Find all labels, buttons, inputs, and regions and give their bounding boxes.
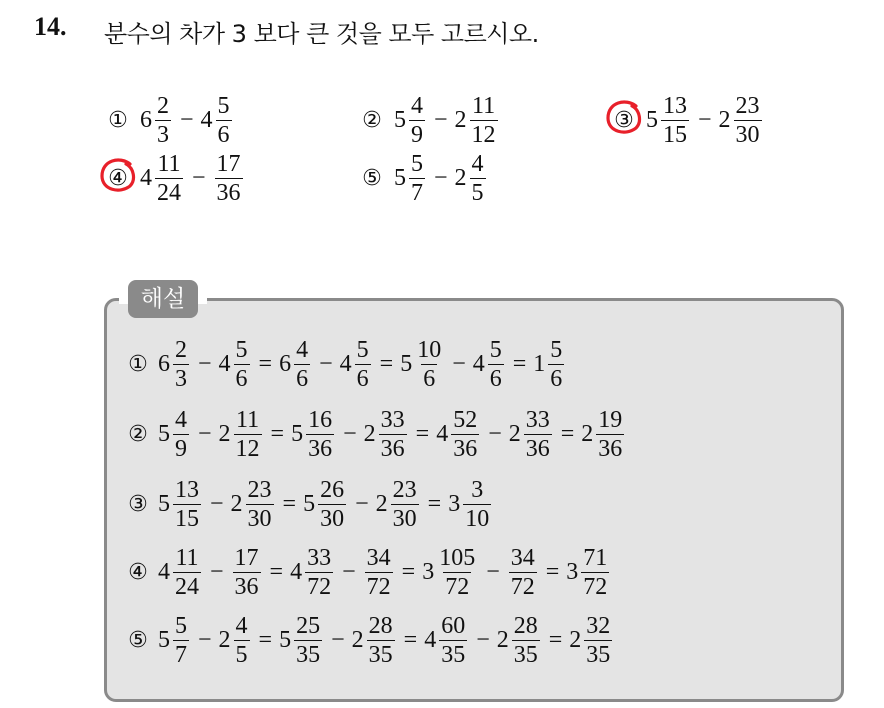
mixed-fraction: 4 $\frac{33}{72}$ xyxy=(290,545,332,600)
solution-line-3 xyxy=(124,476,493,533)
mixed-fraction: 5 $\frac{26}{30}$ xyxy=(303,477,345,532)
mixed-fraction: 2 $\frac{19}{36}$ xyxy=(581,407,623,462)
equals-operator: = xyxy=(258,627,273,653)
mixed-fraction: 2 $\frac{11}{12}$ xyxy=(454,93,496,148)
mixed-fraction: 2 $\frac{11}{12}$ xyxy=(218,407,260,462)
choice-marker: ② xyxy=(362,108,382,133)
mixed-fraction: 5 $\frac{5}{7}$ xyxy=(394,151,423,206)
choice-2[interactable] xyxy=(358,92,500,149)
equals-operator: = xyxy=(427,491,442,517)
minus-operator: − xyxy=(198,627,212,653)
mixed-fraction: 4 $\frac{5}{6}$ xyxy=(472,337,502,392)
solution-marker: ③ xyxy=(128,492,148,517)
mixed-fraction: 2 $\frac{23}{30}$ xyxy=(230,477,272,532)
solution-marker: ④ xyxy=(128,560,148,585)
fraction: $\frac{17}{36}$ xyxy=(234,545,259,600)
solution-marker: ⑤ xyxy=(128,628,148,653)
minus-operator: − xyxy=(698,107,712,133)
mixed-fraction: 2 $\frac{33}{36}$ xyxy=(508,407,550,462)
minus-operator: − xyxy=(198,351,212,377)
minus-operator: − xyxy=(192,165,206,191)
equals-operator: = xyxy=(545,559,560,585)
equals-operator: = xyxy=(548,627,563,653)
equals-operator: = xyxy=(269,559,284,585)
minus-operator: − xyxy=(342,559,356,585)
equals-operator: = xyxy=(270,421,285,447)
mixed-fraction: 3 $\frac{71}{72}$ xyxy=(566,545,608,600)
mixed-fraction: 2 $\frac{28}{35}$ xyxy=(351,613,393,668)
mixed-fraction: 2 $\frac{33}{36}$ xyxy=(363,407,405,462)
minus-operator: − xyxy=(355,491,369,517)
mixed-fraction: 4 $\frac{5}{6}$ xyxy=(200,93,230,148)
fraction: $\frac{17}{36}$ xyxy=(216,151,241,206)
minus-operator: − xyxy=(434,107,448,133)
choice-marker: ⑤ xyxy=(362,166,382,191)
mixed-fraction: 6 $\frac{2}{3}$ xyxy=(140,93,169,148)
mixed-fraction: 4 $\frac{11}{24}$ xyxy=(158,545,199,600)
minus-operator: − xyxy=(180,107,194,133)
equals-operator: = xyxy=(401,559,416,585)
answer-circle-4 xyxy=(98,156,138,196)
equals-operator: = xyxy=(512,351,527,377)
fraction: $\frac{34}{72}$ xyxy=(366,545,391,600)
mixed-fraction: 5 $\frac{13}{15}$ xyxy=(158,477,199,532)
mixed-fraction: 5 $\frac{4}{9}$ xyxy=(158,407,187,462)
mixed-fraction: 2 $\frac{23}{30}$ xyxy=(718,93,760,148)
mixed-fraction: 5 $\frac{4}{9}$ xyxy=(394,93,423,148)
mixed-fraction: 2 $\frac{4}{5}$ xyxy=(218,613,248,668)
choice-marker: ④ xyxy=(108,166,128,191)
mixed-fraction: 3 $\frac{105}{72}$ xyxy=(422,545,476,600)
mixed-fraction: 6 $\frac{4}{6}$ xyxy=(279,337,309,392)
mixed-fraction: 5 $\frac{10}{6}$ xyxy=(400,337,442,392)
mixed-fraction: 2 $\frac{4}{5}$ xyxy=(454,151,484,206)
mixed-fraction: 6 $\frac{2}{3}$ xyxy=(158,337,187,392)
minus-operator: − xyxy=(476,627,490,653)
mixed-fraction: 5 $\frac{13}{15}$ xyxy=(646,93,687,148)
equals-operator: = xyxy=(258,351,273,377)
solution-line-2 xyxy=(124,406,626,463)
mixed-fraction: 1 $\frac{5}{6}$ xyxy=(533,337,563,392)
minus-operator: − xyxy=(452,351,466,377)
mixed-fraction: 4 $\frac{60}{35}$ xyxy=(424,613,466,668)
solution-line-4 xyxy=(124,544,611,601)
minus-operator: − xyxy=(343,421,357,447)
mixed-fraction: 4 $\frac{5}{6}$ xyxy=(339,337,369,392)
mixed-fraction: 3 $\frac{3}{10}$ xyxy=(448,477,490,532)
mixed-fraction: 4 $\frac{52}{36}$ xyxy=(436,407,478,462)
mixed-fraction: 4 $\frac{5}{6}$ xyxy=(218,337,248,392)
equals-operator: = xyxy=(415,421,430,447)
mixed-fraction: 2 $\frac{28}{35}$ xyxy=(496,613,538,668)
solution-marker: ① xyxy=(128,352,148,377)
minus-operator: − xyxy=(486,559,500,585)
mixed-fraction: 2 $\frac{23}{30}$ xyxy=(375,477,417,532)
minus-operator: − xyxy=(488,421,502,447)
solution-line-5 xyxy=(124,612,614,669)
choice-marker: ① xyxy=(108,108,128,133)
minus-operator: − xyxy=(434,165,448,191)
fraction: $\frac{34}{72}$ xyxy=(510,545,535,600)
mixed-fraction: 5 $\frac{5}{7}$ xyxy=(158,613,187,668)
question-text: 분수의 차가 3 보다 큰 것을 모두 고르시오. xyxy=(104,20,539,48)
mixed-fraction: 5 $\frac{25}{35}$ xyxy=(279,613,321,668)
minus-operator: − xyxy=(319,351,333,377)
question-number: 14. xyxy=(34,12,67,41)
mixed-fraction: 4 $\frac{11}{24}$ xyxy=(140,151,181,206)
mixed-fraction: 2 $\frac{32}{35}$ xyxy=(569,613,611,668)
solution-marker: ② xyxy=(128,422,148,447)
minus-operator: − xyxy=(210,491,224,517)
answer-circle-3 xyxy=(604,98,644,138)
solution-label: 해설 xyxy=(128,280,198,318)
minus-operator: − xyxy=(210,559,224,585)
minus-operator: − xyxy=(331,627,345,653)
minus-operator: − xyxy=(198,421,212,447)
solution-line-1 xyxy=(124,336,566,393)
equals-operator: = xyxy=(379,351,394,377)
choice-1[interactable] xyxy=(104,92,234,149)
equals-operator: = xyxy=(560,421,575,447)
equals-operator: = xyxy=(282,491,297,517)
choice-5[interactable] xyxy=(358,150,488,207)
choice-marker: ③ xyxy=(614,108,634,133)
equals-operator: = xyxy=(403,627,418,653)
mixed-fraction: 5 $\frac{16}{36}$ xyxy=(291,407,333,462)
